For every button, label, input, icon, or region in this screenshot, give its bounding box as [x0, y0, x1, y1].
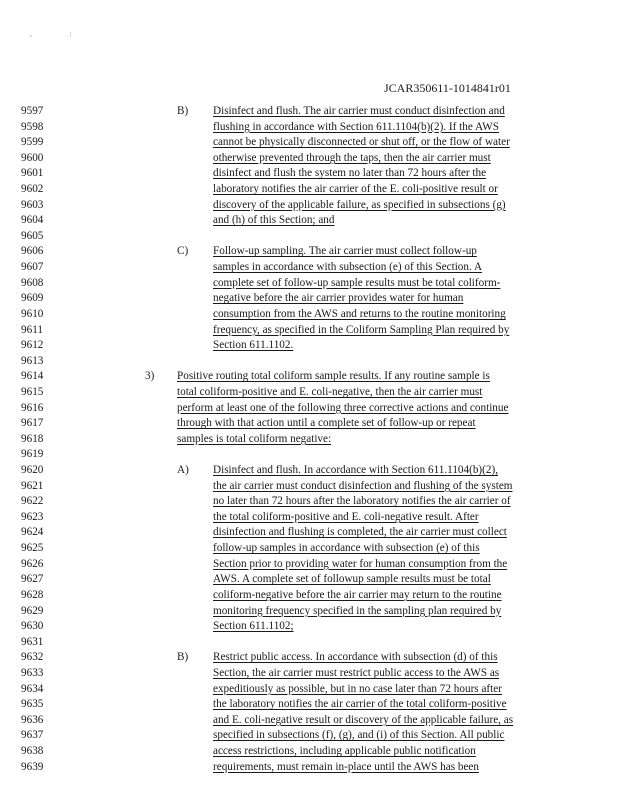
line-text: frequency, as specified in the Coliform Sampling Plan required by: [213, 323, 510, 336]
line-text: samples is total coliform negative:: [177, 432, 332, 445]
document-line: [0, 323, 618, 338]
line-text: Disinfect and flush. In accordance with Section 611.1104(b)(2),: [213, 464, 498, 477]
line-text: negative before the air carrier provides water for human: [213, 292, 464, 305]
document-line: [0, 151, 618, 166]
line-text: consumption from the AWS and returns to the routine monitoring: [213, 307, 506, 320]
document-line: [0, 104, 618, 119]
document-line: [0, 385, 618, 400]
document-line: [0, 416, 618, 431]
document-line: [0, 198, 618, 213]
line-number: 9610: [21, 307, 44, 320]
document-line: [0, 697, 618, 712]
line-text: samples in accordance with subsection (e) of this Section. A: [213, 261, 483, 274]
line-number: 9625: [21, 542, 44, 555]
line-number: 9637: [21, 729, 44, 742]
document-line: [0, 291, 618, 306]
line-number: 9628: [21, 588, 44, 601]
line-number: 9615: [21, 385, 44, 398]
line-text: discovery of the applicable failure, as specified in subsections (g): [213, 198, 506, 211]
document-line: [0, 229, 618, 244]
document-line: [0, 244, 618, 259]
line-text: AWS. A complete set of followup sample results must be total: [213, 573, 491, 586]
line-text: Disinfect and flush. The air carrier must conduct disinfection and: [213, 105, 505, 117]
document-line: [0, 713, 618, 728]
line-number: 9634: [21, 682, 44, 695]
line-number: 9626: [21, 557, 44, 570]
line-number: 9607: [21, 261, 44, 274]
line-text: monitoring frequency specified in the sampling plan required by: [213, 604, 502, 617]
line-text: expeditiously as possible, but in no case later than 72 hours after: [213, 682, 502, 695]
document-line: [0, 432, 618, 447]
line-text: disinfection and flushing is completed, the air carrier must collect: [213, 526, 507, 539]
line-number: 9608: [21, 276, 44, 289]
line-text: no later than 72 hours after the laboratory notifies the air carrier of: [213, 495, 511, 508]
line-text: follow-up samples in accordance with subsection (e) of this: [213, 542, 480, 555]
document-line: [0, 447, 618, 462]
document-id: JCAR350611-1014841r01: [384, 81, 511, 95]
subsection-label: A): [177, 464, 189, 477]
line-number: 9636: [21, 713, 44, 726]
document-line: [0, 682, 618, 697]
line-text: access restrictions, including applicable public notification: [213, 745, 476, 757]
document-line: [0, 541, 618, 556]
line-number: 9627: [21, 573, 44, 586]
document-line: [0, 666, 618, 681]
line-number: 9611: [21, 323, 43, 336]
line-text: the air carrier must conduct disinfection and flushing of the system: [213, 479, 513, 492]
line-text: requirements, must remain in-place until the AWS has been: [213, 760, 479, 773]
line-number: 9639: [21, 760, 44, 773]
line-number: 9618: [21, 432, 44, 445]
line-text: cannot be physically disconnected or shut off, or the flow of water: [213, 136, 510, 149]
document-line: [0, 572, 618, 587]
document-line: [0, 463, 618, 478]
line-number: 9632: [21, 651, 44, 664]
document-line: [0, 525, 618, 540]
line-number: 9633: [21, 666, 44, 679]
line-text: and (h) of this Section; and: [213, 214, 335, 227]
line-text: flushing in accordance with Section 611.1104(b)(2). If the AWS: [213, 120, 499, 133]
line-number: 9629: [21, 604, 44, 617]
line-text: Section 611.1102.: [213, 339, 294, 352]
document-line: [0, 120, 618, 135]
line-text: Section, the air carrier must restrict public access to the AWS as: [213, 666, 500, 679]
document-line: [0, 260, 618, 275]
document-line: [0, 604, 618, 619]
document-line: [0, 166, 618, 181]
document-line: [0, 307, 618, 322]
document-line: [0, 635, 618, 650]
line-number: 9616: [21, 401, 44, 414]
document-line: [0, 744, 618, 759]
document-line: [0, 182, 618, 197]
line-text: Section prior to providing water for human consumption from the: [213, 557, 508, 570]
document-line: [0, 354, 618, 369]
line-text: perform at least one of the following three corrective actions and continue: [177, 401, 509, 414]
line-number: 9612: [21, 339, 44, 352]
document-line: [0, 557, 618, 572]
line-text: Positive routing total coliform sample results. If any routine sample is: [177, 370, 490, 383]
line-text: Restrict public access. In accordance with subsection (d) of this: [213, 651, 498, 664]
subsection-label: 3): [145, 370, 155, 383]
line-number: 9623: [21, 510, 44, 523]
document-line: [0, 619, 618, 634]
document-line: [0, 760, 618, 775]
document-line: [0, 213, 618, 228]
line-number: 9620: [21, 464, 44, 477]
line-number: 9600: [21, 151, 44, 164]
line-text: and E. coli-negative result or discovery of the applicable failure, as: [213, 713, 514, 726]
line-text: specified in subsections (f), (g), and (i) of this Section. All public: [213, 729, 505, 742]
document-line: [0, 338, 618, 353]
line-number: 9624: [21, 526, 44, 539]
line-text: the laboratory notifies the air carrier of the total coliform-positive: [213, 698, 507, 711]
line-text: the total coliform-positive and E. coli-negative result. After: [213, 510, 479, 523]
line-number: 9598: [21, 120, 44, 133]
line-number: 9606: [21, 245, 44, 258]
line-number: 9622: [21, 495, 44, 508]
line-text: otherwise prevented through the taps, then the air carrier must: [213, 151, 491, 164]
line-text: Follow-up sampling. The air carrier must collect follow-up: [213, 245, 477, 258]
line-number: 9605: [21, 229, 44, 242]
line-text: coliform-negative before the air carrier may return to the routine: [213, 588, 502, 601]
corner-marks: , :: [30, 30, 90, 38]
line-number: 9630: [21, 620, 44, 633]
line-number: 9604: [21, 214, 44, 227]
line-number: 9601: [21, 167, 44, 180]
line-text: disinfect and flush the system no later than 72 hours after the: [213, 167, 487, 180]
line-number: 9619: [21, 448, 44, 461]
line-number: 9599: [21, 136, 44, 149]
line-text: total coliform-positive and E. coli-negative, then the air carrier must: [177, 385, 483, 398]
line-number: 9617: [21, 417, 44, 430]
document-line: [0, 650, 618, 665]
line-number: 9613: [21, 354, 44, 367]
document-line: [0, 588, 618, 603]
line-number: 9614: [21, 370, 44, 383]
subsection-label: B): [177, 651, 189, 664]
document-line: [0, 369, 618, 384]
document-line: [0, 135, 618, 150]
document-line: [0, 494, 618, 509]
line-text: Section 611.1102;: [213, 620, 294, 633]
document-line: [0, 728, 618, 743]
line-number: 9609: [21, 292, 44, 305]
subsection-label: C): [177, 245, 189, 258]
line-number: 9597: [21, 105, 44, 117]
document-line: [0, 479, 618, 494]
line-text: laboratory notifies the air carrier of the E. coli-positive result or: [213, 183, 498, 196]
line-number: 9631: [21, 635, 44, 648]
document-line: [0, 276, 618, 291]
line-number: 9602: [21, 183, 44, 196]
document-line: [0, 510, 618, 525]
line-number: 9621: [21, 479, 44, 492]
line-number: 9603: [21, 198, 44, 211]
line-number: 9638: [21, 745, 44, 757]
line-text: through with that action until a complete set of follow-up or repeat: [177, 417, 476, 430]
line-text: complete set of follow-up sample results must be total coliform-: [213, 276, 501, 289]
document-line: [0, 401, 618, 416]
line-number: 9635: [21, 698, 44, 711]
subsection-label: B): [177, 105, 189, 117]
